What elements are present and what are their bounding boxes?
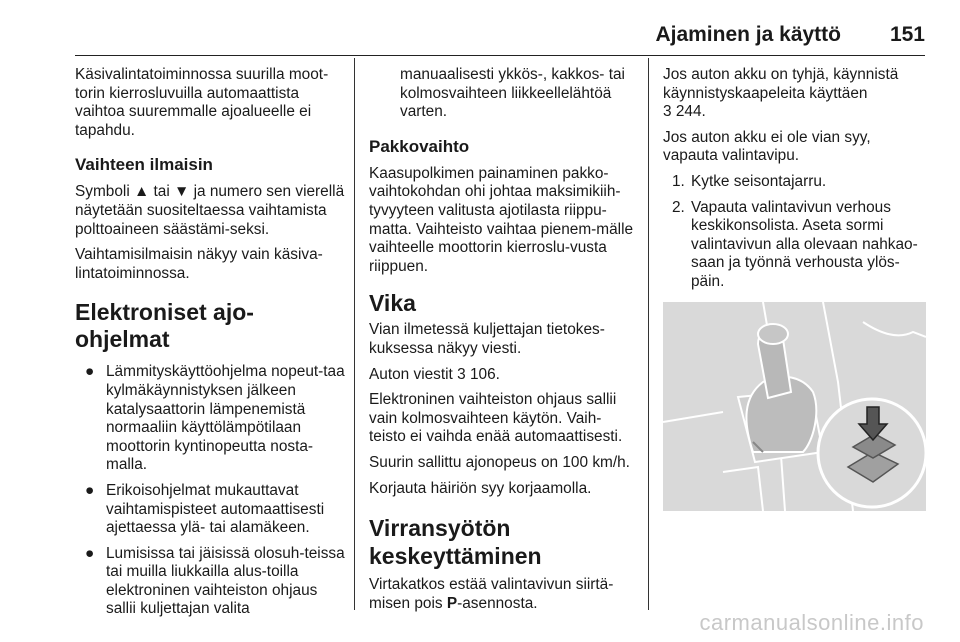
heading-kickdown: Pakkovaihto <box>369 136 470 156</box>
step-text: Vapauta valintavivun verhous keskikonsolista. Aseta sormi valintavivun alla olevaan nahkao-saan ja työnnä verhousta ylös-päin. <box>691 198 918 290</box>
step-text: Kytke seisontajarru. <box>691 172 827 190</box>
heading-fault: Vika <box>369 290 416 317</box>
page-header <box>75 0 925 58</box>
list-item <box>663 199 928 292</box>
paragraph-max-speed: Suurin sallittu ajonopeus on 100 km/h. <box>369 453 630 471</box>
paragraph-kickdown: Kaasupolkimen painaminen pakko-vaihtokohdan ohi johtaa maksimikiih-tyvyyteen valitusta ajotilasta riippu-matta. Vaihteisto vaihtaa pienem-mälle vaihteelle moottorin kierroslu-vusta riippuen. <box>369 164 634 275</box>
paragraph-fault-gear: Elektroninen vaihteiston ohjaus sallii vain kolmosvaihteen käytön. Vaih-teisto ei vaihda enää automaattisesti. <box>369 391 623 446</box>
paragraph-battery-ok: Jos auton akku ei ole vian syy, vapauta valintavipu. <box>663 128 871 165</box>
park-position-label: P <box>446 594 458 612</box>
column-divider-2 <box>648 58 649 610</box>
messages-text: Auton viestit <box>369 365 453 383</box>
list-continuation: manuaalisesti ykkös-, kakkos- tai kolmosvaihteen liikkeellelähtöä varten. <box>400 66 625 121</box>
heading-power-interruption: Virransyötön keskeyttäminen <box>369 515 542 570</box>
list-item-text: Lumisissa tai jäisissä olosuh-teissa tai muilla liukkailla alus-toilla elektroninen vaihteiston ohjaus sallii kuljettajan valita <box>106 544 345 618</box>
column-1 <box>75 66 345 626</box>
column-2 <box>369 66 635 620</box>
header-title: Ajaminen ja käyttö <box>655 23 841 46</box>
power-text-end: -asennosta. <box>457 594 538 612</box>
column-divider-1 <box>354 58 355 610</box>
power-text: Virtakatkos estää valintavivun siirtä-misen pois <box>369 576 614 612</box>
list-item <box>663 173 928 192</box>
paragraph-symbol: Symboli ▲ tai ▼ ja numero sen vierellä näytetään suositeltaessa vaihtamista polttoaineen säästämi-seksi. <box>75 183 345 238</box>
paragraph-repair: Korjauta häiriön syy korjaamolla. <box>369 479 592 497</box>
paragraph-power <box>369 576 635 613</box>
list-item-text: Erikoisohjelmat mukauttavat vaihtamispisteet automaattisesti ajettaessa ylä- tai alamäkeen. <box>106 481 325 537</box>
gear-lever-illustration <box>663 302 926 511</box>
paragraph-battery-flat <box>663 66 928 122</box>
release-steps <box>663 173 928 292</box>
program-list <box>75 363 345 619</box>
page-reference-icon: 3 <box>663 103 672 121</box>
heading-electronic-programs: Elektroniset ajo-ohjelmat <box>75 299 254 353</box>
header-divider <box>75 55 925 56</box>
bullet-icon: ● <box>85 363 95 381</box>
page-number: 151 <box>889 23 925 46</box>
heading-shift-indicator: Vaihteen ilmaisin <box>75 155 213 175</box>
list-item <box>75 482 345 538</box>
bullet-icon: ● <box>85 544 95 562</box>
page-reference[interactable]: 106. <box>469 365 500 383</box>
paragraph-vehicle-messages <box>369 366 635 385</box>
page-reference[interactable]: 244. <box>675 103 706 121</box>
step-number: 2. <box>672 198 685 216</box>
battery-flat-text: Jos auton akku on tyhjä, käynnistä käynnistyskaapeleita käyttäen <box>663 66 899 102</box>
bullet-icon: ● <box>85 481 95 499</box>
list-item <box>75 545 345 619</box>
paragraph-manual-only: Vaihtamisilmaisin näkyy vain käsiva-lintatoiminnossa. <box>75 246 323 282</box>
watermark: carmanualsonline.info <box>699 610 924 635</box>
column-3 <box>663 66 928 511</box>
page-reference-icon: 3 <box>457 365 466 383</box>
list-item <box>75 363 345 475</box>
step-number: 1. <box>672 172 685 190</box>
intro-paragraph: Käsivalintatoiminnossa suurilla moot-torin kierrosluvuilla automaattista vaihtoa suuremmalle ajoalueelle ei tapahdu. <box>75 66 329 139</box>
list-item-text: Lämmityskäyttöohjelma nopeut-taa kylmäkäynnistyksen jälkeen katalysaattorin lämpenemistä normaaliin käyttölämpötilaan moottorin kyntinopeutta nosta-malla. <box>106 363 345 474</box>
paragraph-fault-message: Vian ilmetessä kuljettajan tietokes-kuksessa näkyy viesti. <box>369 321 605 357</box>
